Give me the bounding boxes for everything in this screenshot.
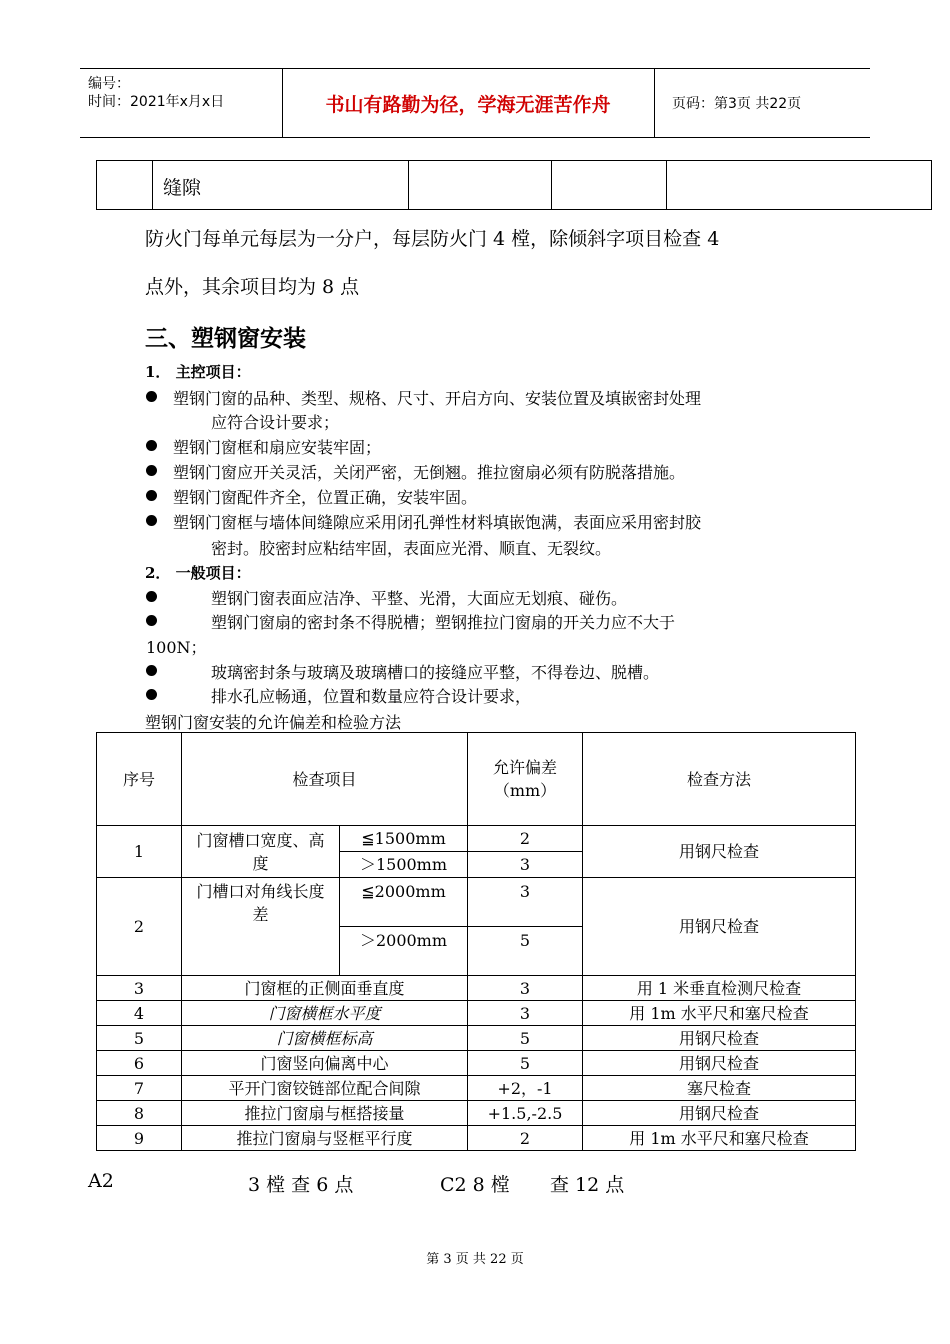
header-meta [80, 69, 283, 137]
table-row [97, 878, 856, 927]
row-item: 门窗横框标高 [182, 1026, 468, 1051]
section-title: 三、塑钢窗安装 [145, 326, 306, 352]
fragment-cell-text: 缝隙 [163, 177, 202, 199]
row-tolerance: 5 [468, 1026, 583, 1051]
motto: 书山有路勤为径，学海无涯苦作舟 [282, 69, 655, 137]
header-item: 检查项目 [182, 733, 468, 826]
row-method: 用 1m 水平尺和塞尺检查 [583, 1126, 856, 1151]
general-item-2-cont: 100N； [146, 638, 207, 657]
main-item-1: 塑钢门窗的品种、类型、规格、尺寸、开启方向、安装位置及填嵌密封处理 [173, 389, 702, 408]
row-method: 用钢尺检查 [583, 1026, 856, 1051]
fragment-cell [409, 161, 552, 209]
general-item-2: 塑钢门窗扇的密封条不得脱槽；塑钢推拉门窗扇的开关力应不大于 [211, 613, 676, 632]
table-row [97, 1076, 856, 1101]
general-item-3: 玻璃密封条与玻璃及玻璃槽口的接缝应平整，不得卷边、脱槽。 [211, 663, 660, 682]
row-no: 9 [97, 1126, 182, 1151]
table-row [97, 976, 856, 1001]
bullet-icon [146, 490, 157, 501]
row-no: 3 [97, 976, 182, 1001]
bullet-icon [146, 515, 157, 526]
row-item: 平开门窗铰链部位配合间隙 [182, 1076, 468, 1101]
header-no: 序号 [97, 733, 182, 826]
general-items-heading: 2． 一般项目： [145, 564, 251, 582]
page-info-text: 页码：第3页 共22页 [672, 96, 802, 112]
table-row [97, 1001, 856, 1026]
row-item: 推拉门窗扇与框搭接量 [182, 1101, 468, 1126]
fragment-cell-empty [97, 161, 153, 209]
row-item: 门窗横框水平度 [182, 1001, 468, 1026]
previous-table-fragment [96, 160, 932, 210]
row-tolerance: 3 [468, 976, 583, 1001]
bullet-icon [146, 615, 157, 626]
bullet-icon [146, 665, 157, 676]
row-tolerance: 3 [468, 1001, 583, 1026]
summary-a2-count: 3 樘 查 6 点 [248, 1174, 354, 1196]
intro-line-1: 防火门每单元每层为一分户，每层防火门 4 樘，除倾斜字项目检查 4 [145, 228, 720, 250]
page-info [664, 69, 870, 137]
row-sub-condition: ＞1500mm [340, 852, 468, 878]
row-tolerance: 5 [468, 927, 583, 976]
row-item: 门槽口对角线长度差 [182, 878, 340, 976]
bullet-icon [146, 391, 157, 402]
general-item-1: 塑钢门窗表面应洁净、平整、光滑，大面应无划痕、碰伤。 [211, 589, 628, 608]
row-tolerance: 5 [468, 1051, 583, 1076]
row-tolerance: 3 [468, 852, 583, 878]
fragment-cell-gap [153, 161, 409, 209]
header-method: 检查方法 [583, 733, 856, 826]
row-item: 门窗竖向偏离中心 [182, 1051, 468, 1076]
row-tolerance: 2 [468, 1126, 583, 1151]
summary-a2: A2 [88, 1170, 114, 1192]
table-row [97, 1126, 856, 1151]
table-row [97, 1051, 856, 1076]
bullet-icon [146, 440, 157, 451]
row-method: 塞尺检查 [583, 1076, 856, 1101]
table-row [97, 826, 856, 852]
row-method: 用钢尺检查 [583, 1051, 856, 1076]
main-items-heading: 1． 主控项目： [145, 363, 251, 381]
row-item: 推拉门窗扇与竖框平行度 [182, 1126, 468, 1151]
row-method: 用 1 米垂直检测尺检查 [583, 976, 856, 1001]
bullet-icon [146, 465, 157, 476]
row-sub-condition: ≦2000mm [340, 878, 468, 927]
row-tolerance: 3 [468, 878, 583, 927]
fragment-cell [552, 161, 667, 209]
time-label: 时间：2021年x月x日 [88, 94, 225, 110]
row-method: 用 1m 水平尺和塞尺检查 [583, 1001, 856, 1026]
row-no: 8 [97, 1101, 182, 1126]
row-sub-condition: ＞2000mm [340, 927, 468, 976]
table-caption: 塑钢门窗安装的允许偏差和检验方法 [145, 713, 402, 732]
row-item: 门窗框的正侧面垂直度 [182, 976, 468, 1001]
row-no: 2 [97, 878, 182, 976]
summary-c2: C2 8 樘 [440, 1174, 510, 1196]
row-tolerance: +1.5,-2.5 [468, 1101, 583, 1126]
row-item: 门窗槽口宽度、高度 [182, 826, 340, 878]
intro-line-2: 点外，其余项目均为 8 点 [145, 276, 360, 298]
table-row [97, 1026, 856, 1051]
main-item-1-cont: 应符合设计要求； [211, 413, 340, 432]
number-label: 编号： [88, 76, 130, 92]
row-no: 6 [97, 1051, 182, 1076]
main-item-3: 塑钢门窗应开关灵活，关闭严密，无倒翘。推拉窗扇必须有防脱落措施。 [173, 463, 686, 482]
table-header-row [97, 733, 856, 826]
bullet-icon [146, 689, 157, 700]
table-row [97, 1101, 856, 1126]
main-item-5-cont: 密封。胶密封应粘结牢固，表面应光滑、顺直、无裂纹。 [211, 539, 612, 558]
main-item-2: 塑钢门窗框和扇应安装牢固； [173, 438, 382, 457]
row-no: 1 [97, 826, 182, 878]
bullet-icon [146, 591, 157, 602]
row-method: 用钢尺检查 [583, 878, 856, 976]
page-footer: 第 3 页 共 22 页 [426, 1252, 524, 1267]
row-no: 5 [97, 1026, 182, 1051]
main-item-5: 塑钢门窗框与墙体间缝隙应采用闭孔弹性材料填嵌饱满，表面应采用密封胶 [173, 513, 702, 532]
row-tolerance: +2，-1 [468, 1076, 583, 1101]
row-sub-condition: ≦1500mm [340, 826, 468, 852]
header-tolerance: 允许偏差（mm） [468, 733, 583, 826]
general-item-4: 排水孔应畅通，位置和数量应符合设计要求， [211, 687, 532, 706]
row-no: 7 [97, 1076, 182, 1101]
tolerance-table [96, 732, 856, 1151]
row-no: 4 [97, 1001, 182, 1026]
row-tolerance: 2 [468, 826, 583, 852]
main-item-4: 塑钢门窗配件齐全，位置正确，安装牢固。 [173, 488, 478, 507]
row-method: 用钢尺检查 [583, 826, 856, 878]
row-method: 用钢尺检查 [583, 1101, 856, 1126]
summary-c2-count: 查 12 点 [550, 1174, 625, 1196]
page-header [80, 68, 870, 138]
